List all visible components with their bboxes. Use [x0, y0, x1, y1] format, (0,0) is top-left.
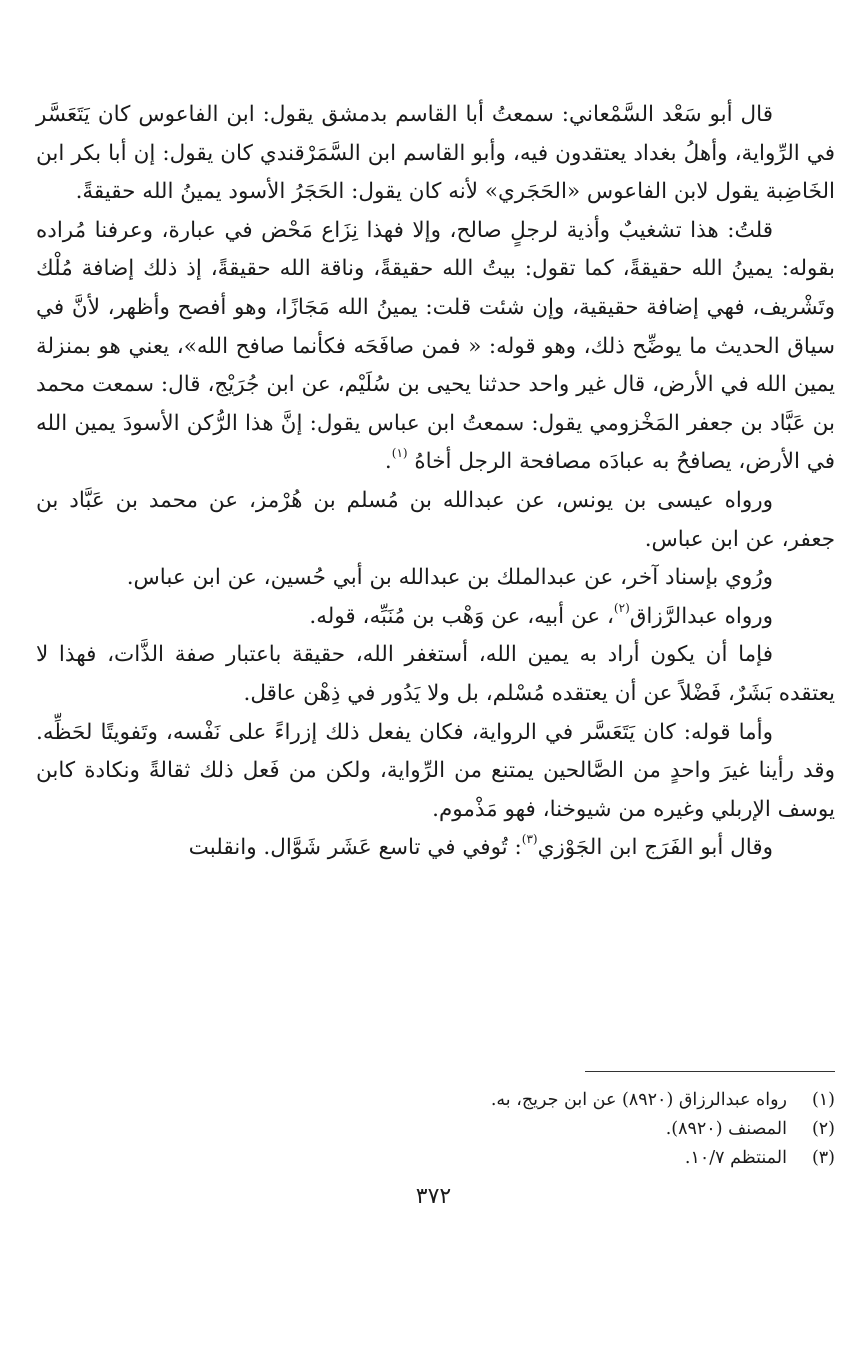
footnote-number: (١) [811, 1090, 835, 1110]
page-number: ٣٧٢ [415, 1184, 452, 1209]
text-line: يقول: الحَجَرُ الأسود يمينُ الله حقيقةً. [75, 179, 402, 205]
text-line: يمينُ الله مَجَازًا، وهو أفصح وأظهر، لأنَّ في سياق الحديث ما يوضِّح ذلك، [36, 294, 835, 359]
paragraph [36, 598, 835, 637]
text-line: قال أبو سَعْد السَّمْعاني: سمعتُ أبا القاسم بدمشق يقول: ابن الفاعوس [130, 102, 773, 127]
paragraph-lead: وقال أبو الفَرَج ابن الجَوْزي [537, 835, 773, 861]
text-line: عباس. [126, 565, 186, 591]
footnote-text: المصنف (٨٩٢٠). [665, 1119, 787, 1139]
text-line: حقيقةً، إذ ذلك إضافة مُلْك وتَشْريف، فهي إضافة حقيقية، وإن شئت قلت: [36, 256, 835, 320]
text-line: الرُّكن الأسودَ يمين الله في الأرض، يصافحُ به عبادَه مصافحة الرجل أخاهُ [36, 410, 835, 475]
paragraph [36, 482, 835, 559]
paragraph [36, 559, 835, 598]
text-line: وهو قوله: « فمن صافَحَه فكأنما صافح الله»، يعني هو بمنزلة يمين الله في [36, 333, 835, 398]
footnote-ref: (٣) [521, 832, 538, 847]
text-line: : تُوفي في تاسع عَشَر شَوَّال. وانقلبت [188, 835, 522, 861]
footnote-text: المنتظم ١٠/٧. [684, 1148, 787, 1168]
body-text [36, 96, 835, 868]
paragraph [36, 829, 835, 868]
paragraph [36, 714, 835, 830]
text-line: ورُوي بإسناد آخر، عن عبدالملك بن عبدالله بن أبي حُسين، عن ابن [185, 565, 773, 591]
text-line: قلتُ: هذا تشغيبٌ وأذية لرجلٍ صالح، وإلا فهذا نِزَاع مَحْض في عبارة، [153, 217, 773, 243]
footnote [36, 1115, 835, 1144]
text-line: فَعل ذلك ثقالةً ونكادة كابن يوسف الإربلي وغيره من شيوخنا، فهو مَذْموم. [36, 758, 835, 822]
footnote-number: (٢) [811, 1119, 835, 1139]
page [36, 96, 835, 1370]
text-line: وعرفنا مُراده بقوله: يمينُ الله حقيقةً، كما تقول: بيتُ الله حقيقةً، وناقة الله [36, 217, 835, 282]
footnote [36, 1086, 835, 1115]
text-line: عَبَّاد بن جعفر، عن ابن عباس. [36, 487, 835, 552]
text-line: وأما قوله: كان يَتَعَسَّر في الرواية، فكان يفعل ذلك إزراءً على نَفْسه، [157, 719, 773, 745]
footnote [36, 1144, 835, 1173]
paragraph-lead: ورواه عبدالرَّزاق [629, 603, 773, 629]
text-line: ورواه عيسى بن يونس، عن عبدالله بن مُسلم بن هُرْمز، عن محمد بن [104, 487, 773, 513]
text-line: ، عن أبيه، عن وَهْب بن مُنَبِّه، قوله. [309, 603, 614, 629]
paragraph [36, 636, 835, 713]
text-line: محمد بن عَبَّاد بن جعفر المَخْزومي يقول: سمعتُ ابن عباس يقول: إنَّ هذا [36, 372, 835, 436]
text-line: كان يقول: إن أبا بكر ابن الخَاضِبة يقول لابن الفاعوس «الحَجَري» لأنه كان [36, 140, 835, 205]
footnote-separator [585, 1071, 835, 1072]
paragraph [36, 96, 835, 212]
footnote-number: (٣) [811, 1148, 835, 1168]
footnotes [36, 1086, 835, 1173]
text-line: فهذا لا يعتقده بَشَرٌ، فَضْلاً عن أن يعتقده مُسْلم، بل ولا يَدُور في ذِهْن عاقل. [36, 642, 835, 706]
text-line: وتَفويتًا لحَظِّه. وقد رأينا غيرَ واحدٍ من الصَّالحين يمتنع من الرِّواية، ولكن من [36, 719, 835, 784]
text-line: كان يَتَعَسَّر في الرِّواية، وأهلُ بغداد يعتقدون فيه، وأبو القاسم ابن السَّمَرْقندي [36, 102, 835, 166]
footnote-ref: (١) [391, 446, 408, 461]
footnote-ref: (٢) [613, 600, 630, 615]
text-line: الأرض، قال غير واحد حدثنا يحيى بن سُلَيْم، عن ابن جُرَيْج، قال: سمعت [85, 372, 714, 398]
footnote-text: رواه عبدالرزاق (٨٩٢٠) عن ابن جريج، به. [490, 1090, 787, 1110]
paragraph-tail: . [384, 449, 392, 475]
paragraph [36, 212, 835, 482]
text-line: فإما أن يكون أراد به يمين الله، أستغفر الله، حقيقة باعتبار صفة الذَّات، [96, 642, 773, 668]
